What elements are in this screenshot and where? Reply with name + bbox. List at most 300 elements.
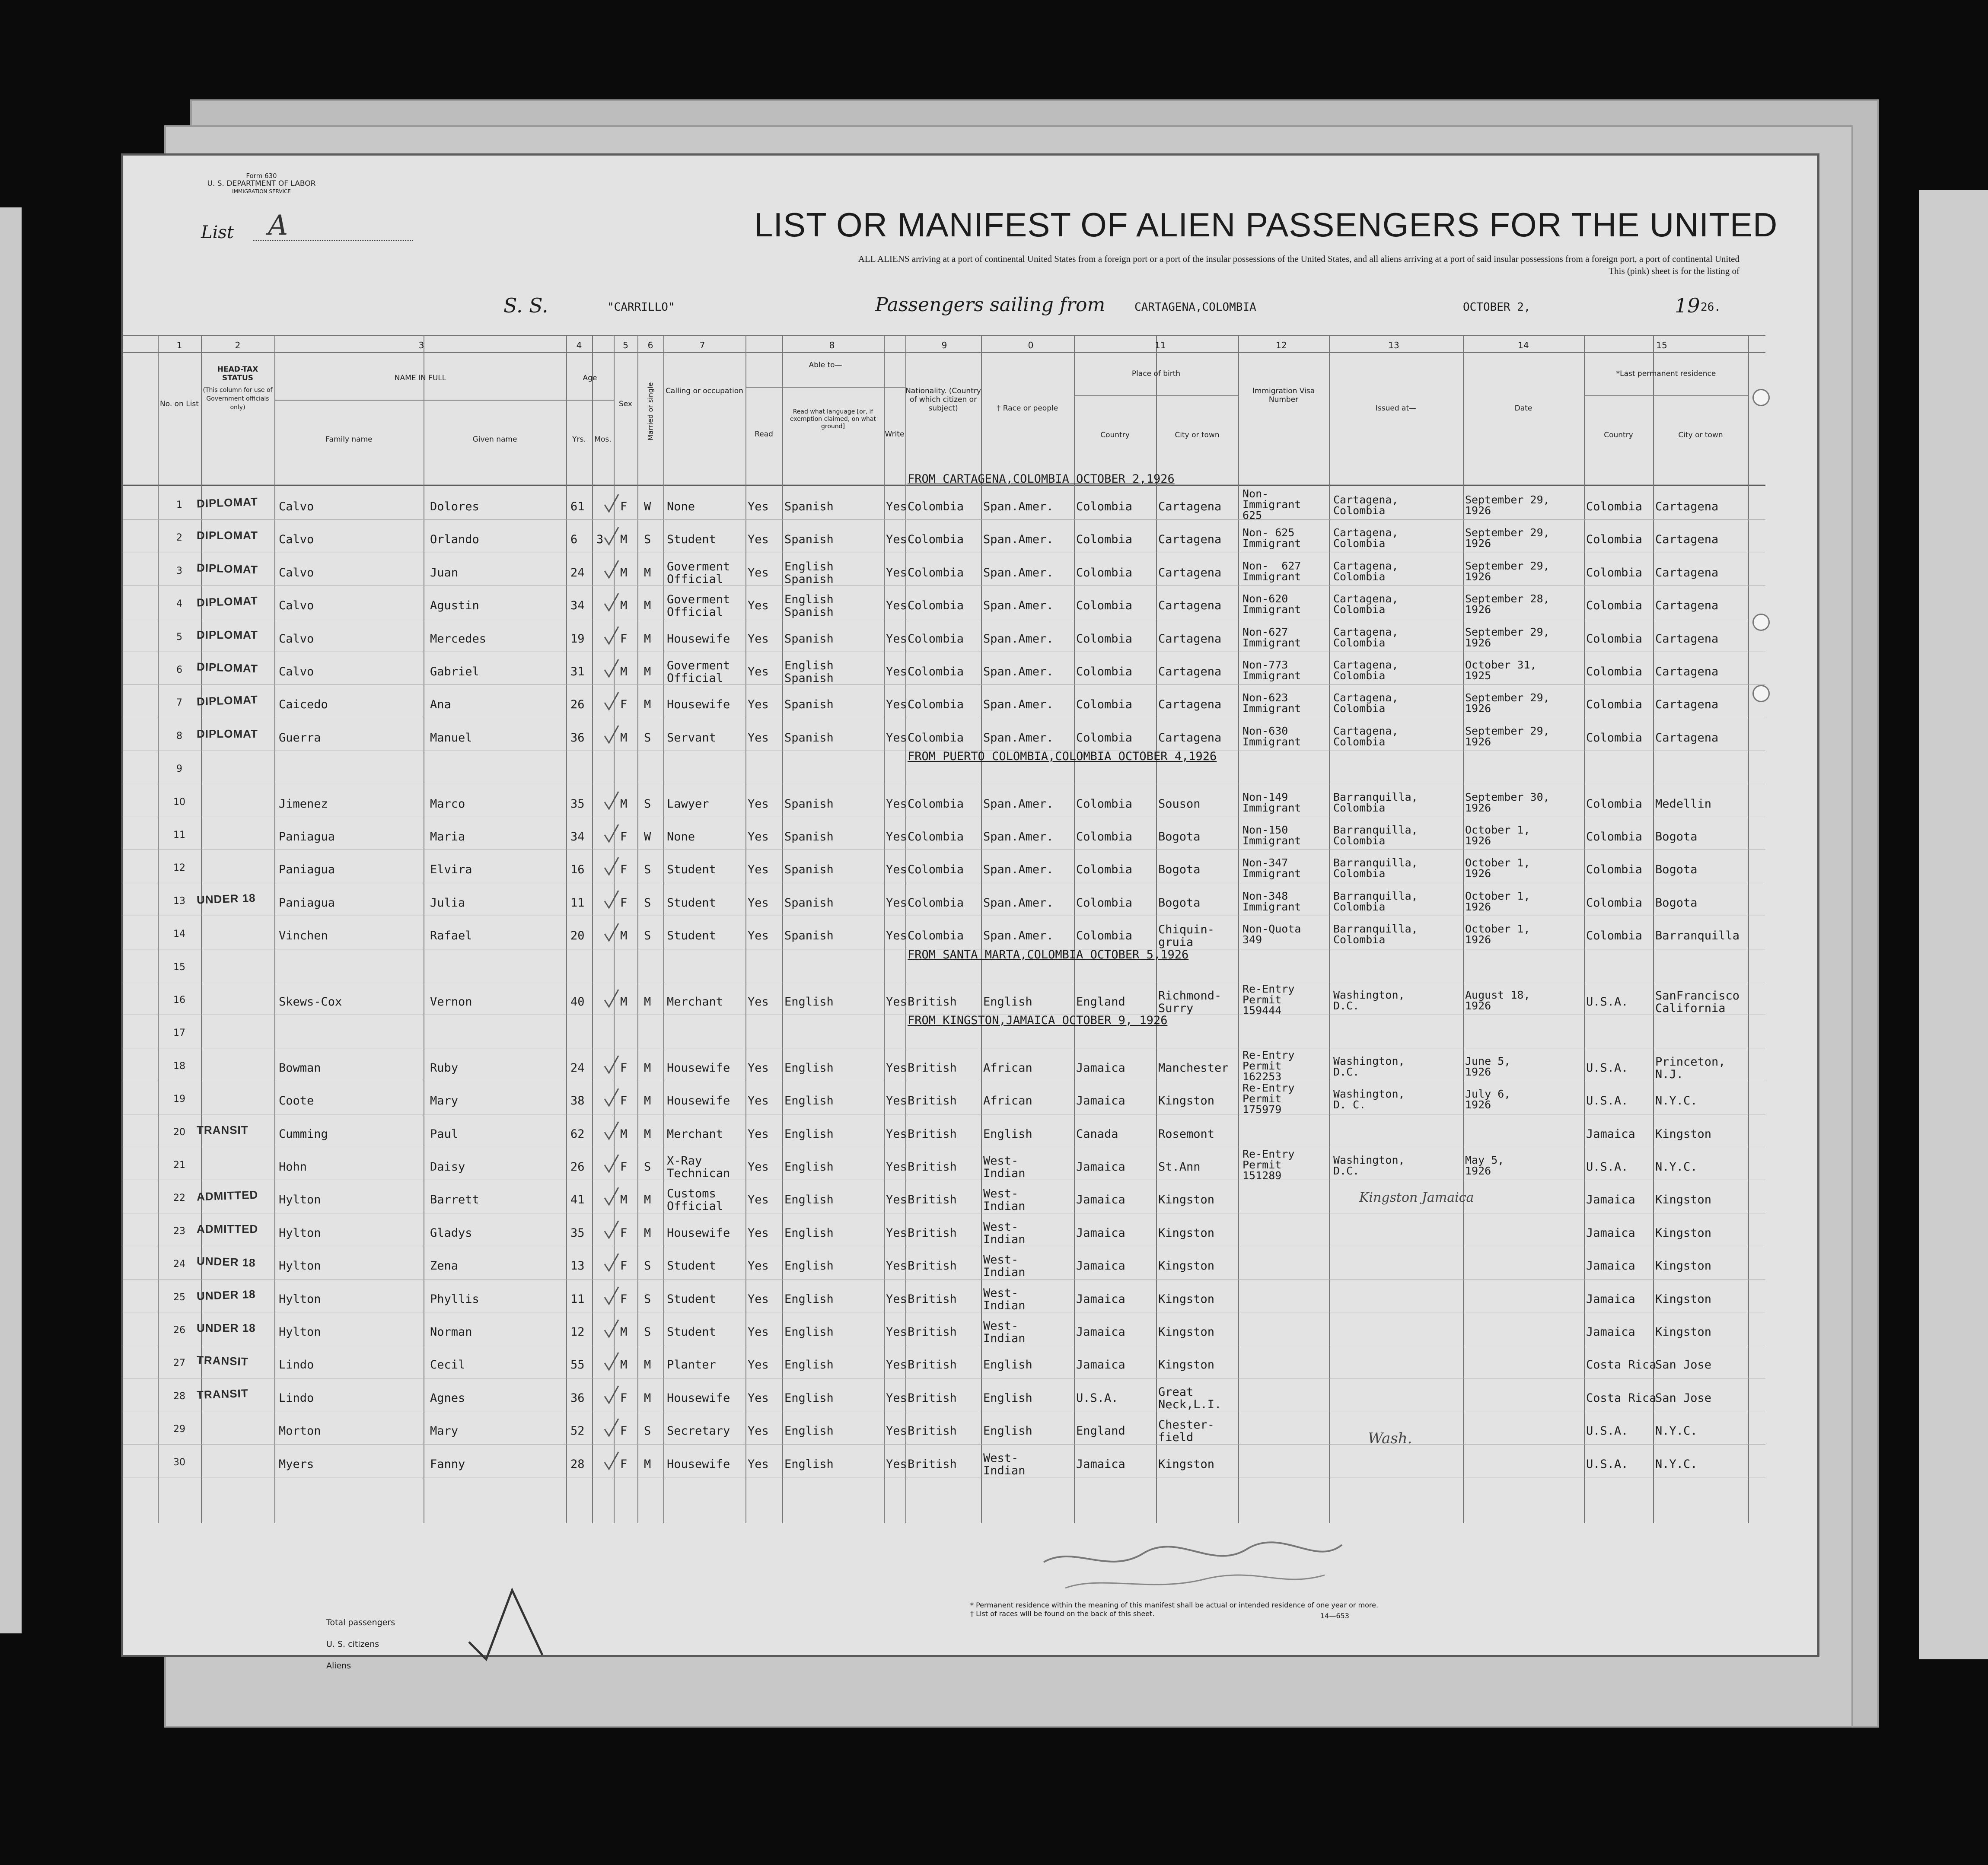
section-heading: FROM CARTAGENA,COLOMBIA OCTOBER 2,1926 bbox=[908, 472, 1175, 486]
table-row bbox=[123, 1016, 1817, 1049]
head-tax-stamp: TRANSIT bbox=[196, 1386, 249, 1401]
able-subrule bbox=[746, 387, 905, 388]
header-name-in-full: NAME IN FULL bbox=[394, 374, 446, 382]
residence-country: U.S.A. bbox=[1586, 995, 1628, 1009]
row-number: 7 bbox=[176, 697, 182, 709]
header-last-residence: *Last permanent residence bbox=[1616, 369, 1716, 378]
given-name: Maria bbox=[430, 830, 465, 843]
nationality: Colombia bbox=[908, 896, 964, 910]
birth-city: Rosemont bbox=[1158, 1127, 1215, 1141]
can-read: Yes bbox=[748, 1061, 769, 1075]
header-sex: Sex bbox=[618, 400, 632, 408]
age-years: 24 bbox=[570, 566, 585, 579]
family-name: Myers bbox=[279, 1457, 314, 1471]
age-years: 62 bbox=[570, 1127, 585, 1141]
nationality: British bbox=[908, 1160, 957, 1174]
family-name: Hohn bbox=[279, 1160, 307, 1174]
family-name: Jimenez bbox=[279, 797, 328, 811]
occupation: Lawyer bbox=[667, 797, 709, 811]
can-write: Yes bbox=[886, 599, 907, 613]
race: Span.Amer. bbox=[983, 830, 1054, 843]
read-language: English Spanish bbox=[784, 593, 834, 619]
birth-country: Colombia bbox=[1076, 797, 1133, 811]
sex: M bbox=[620, 1193, 628, 1207]
birth-city: Cartagena bbox=[1158, 566, 1222, 579]
given-name: Rafael bbox=[430, 929, 472, 943]
nationality: Colombia bbox=[908, 599, 964, 613]
row-number: 8 bbox=[176, 730, 182, 742]
read-language: Spanish bbox=[784, 533, 834, 547]
can-write: Yes bbox=[886, 1259, 907, 1273]
race: West- Indian bbox=[983, 1319, 1026, 1345]
table-row bbox=[123, 1413, 1817, 1448]
read-language: English Spanish bbox=[784, 560, 834, 586]
birth-city: Kingston bbox=[1158, 1226, 1215, 1240]
visa-number: Non-627 Immigrant bbox=[1242, 625, 1301, 649]
read-language: Spanish bbox=[784, 500, 834, 513]
age-years: 31 bbox=[570, 665, 585, 678]
given-name: Paul bbox=[430, 1127, 459, 1141]
race: African bbox=[983, 1061, 1032, 1075]
table-row bbox=[123, 1314, 1817, 1346]
residence-city: Cartagena bbox=[1655, 665, 1719, 678]
birth-country: Colombia bbox=[1076, 929, 1133, 943]
departure-date: OCTOBER 2, bbox=[1463, 301, 1531, 314]
can-write: Yes bbox=[886, 731, 907, 745]
age-months: 3 bbox=[596, 533, 604, 547]
read-language: English bbox=[784, 1226, 834, 1240]
read-language: English bbox=[784, 1259, 834, 1273]
check-mark-icon bbox=[603, 724, 620, 745]
issued-at: Cartagena, Colombia bbox=[1333, 526, 1399, 550]
occupation: None bbox=[667, 830, 695, 843]
header-calling: Calling or occupation bbox=[666, 387, 743, 395]
residence-city: Kingston bbox=[1655, 1292, 1712, 1306]
family-name: Guerra bbox=[279, 731, 321, 745]
family-name: Lindo bbox=[279, 1358, 314, 1372]
given-name: Mary bbox=[430, 1424, 459, 1438]
table-row bbox=[123, 521, 1817, 554]
residence-country: U.S.A. bbox=[1586, 1457, 1628, 1471]
check-mark-icon bbox=[603, 1351, 620, 1372]
residence-city: Kingston bbox=[1655, 1259, 1712, 1273]
sex: F bbox=[620, 1259, 628, 1273]
nationality: Colombia bbox=[908, 731, 964, 745]
form-code: 14—653 bbox=[1320, 1612, 1349, 1620]
marital-status: M bbox=[644, 1193, 651, 1207]
table-row bbox=[123, 885, 1817, 917]
birth-city: Richmond- Surry bbox=[1158, 989, 1222, 1015]
nationality: Colombia bbox=[908, 665, 964, 678]
marital-status: M bbox=[644, 1061, 651, 1075]
visa-number: Non-630 Immigrant bbox=[1242, 724, 1301, 748]
can-write: Yes bbox=[886, 632, 907, 646]
table-row bbox=[123, 917, 1817, 950]
nationality: British bbox=[908, 1457, 957, 1471]
header-read-what: Read what language [or, if exemption claimed, on what ground] bbox=[790, 408, 876, 430]
head-tax-stamp: TRANSIT bbox=[196, 1353, 249, 1369]
row-number: 11 bbox=[173, 830, 185, 840]
header-write: Write bbox=[885, 430, 905, 439]
occupation: Planter bbox=[667, 1358, 716, 1372]
race: English bbox=[983, 1424, 1032, 1438]
table-row bbox=[123, 1380, 1817, 1413]
residence-country: Colombia bbox=[1586, 500, 1643, 513]
family-name: Morton bbox=[279, 1424, 321, 1438]
marital-status: M bbox=[644, 566, 651, 579]
birth-country: England bbox=[1076, 1424, 1125, 1438]
marital-status: S bbox=[644, 1160, 651, 1174]
head-tax-stamp: ADMITTED bbox=[196, 1188, 258, 1203]
table-row bbox=[123, 1181, 1817, 1214]
sex: F bbox=[620, 1160, 628, 1174]
residence-city: Bogota bbox=[1655, 830, 1698, 843]
departure-port: CARTAGENA,COLOMBIA bbox=[1134, 301, 1256, 314]
can-write: Yes bbox=[886, 500, 907, 513]
can-read: Yes bbox=[748, 1424, 769, 1438]
birth-city: Kingston bbox=[1158, 1457, 1215, 1471]
check-mark-icon bbox=[603, 592, 620, 613]
column-number: 9 bbox=[941, 340, 947, 350]
table-row bbox=[123, 1248, 1817, 1280]
birth-country: Canada bbox=[1076, 1127, 1118, 1141]
can-read: Yes bbox=[748, 1292, 769, 1306]
list-value: A bbox=[268, 210, 288, 242]
age-subrule bbox=[566, 400, 614, 401]
total-passengers-label: Total passengers bbox=[326, 1618, 395, 1627]
row-number: 17 bbox=[173, 1028, 185, 1039]
manifest-sheet bbox=[121, 153, 1819, 1671]
family-name: Coote bbox=[279, 1094, 314, 1108]
can-read: Yes bbox=[748, 1325, 769, 1339]
residence-country: Costa Rica bbox=[1586, 1391, 1657, 1405]
header-mos: Mos. bbox=[594, 435, 612, 444]
read-language: English bbox=[784, 995, 834, 1009]
given-name: Gladys bbox=[430, 1226, 472, 1240]
nationality: British bbox=[908, 1259, 957, 1273]
check-mark-icon bbox=[603, 1087, 620, 1108]
birth-country: Colombia bbox=[1076, 698, 1133, 712]
column-number: 11 bbox=[1155, 340, 1166, 350]
race: West- Indian bbox=[983, 1187, 1026, 1213]
family-name: Calvo bbox=[279, 500, 314, 513]
nationality: Colombia bbox=[908, 500, 964, 513]
nationality: Colombia bbox=[908, 797, 964, 811]
birth-country: Jamaica bbox=[1076, 1226, 1125, 1240]
occupation: Housewife bbox=[667, 1226, 730, 1240]
given-name: Mercedes bbox=[430, 632, 487, 646]
issue-date: September 28, 1926 bbox=[1465, 592, 1550, 616]
race: West- Indian bbox=[983, 1451, 1026, 1477]
header-birth-city: City or town bbox=[1175, 431, 1220, 439]
age-years: 6 bbox=[570, 533, 578, 547]
birth-city: Kingston bbox=[1158, 1193, 1215, 1207]
given-name: Elvira bbox=[430, 863, 472, 877]
birth-country: Colombia bbox=[1076, 632, 1133, 646]
row-number: 27 bbox=[173, 1358, 185, 1369]
row-number: 28 bbox=[173, 1391, 185, 1402]
issued-at: Barranquilla, Colombia bbox=[1333, 923, 1418, 946]
race: English bbox=[983, 1127, 1032, 1141]
residence-country: U.S.A. bbox=[1586, 1160, 1628, 1174]
column-number: 1 bbox=[176, 340, 182, 350]
race: Span.Amer. bbox=[983, 896, 1054, 910]
issue-date: September 29, 1926 bbox=[1465, 691, 1550, 715]
nationality: Colombia bbox=[908, 566, 964, 579]
family-name: Hylton bbox=[279, 1325, 321, 1339]
age-years: 16 bbox=[570, 863, 585, 877]
residence-city: Bogota bbox=[1655, 863, 1698, 877]
marital-status: S bbox=[644, 533, 651, 547]
issued-at: Washington, D.C. bbox=[1333, 989, 1405, 1012]
punch-hole bbox=[1752, 685, 1770, 702]
handwritten-note: Wash. bbox=[1368, 1430, 1412, 1448]
age-years: 24 bbox=[570, 1061, 585, 1075]
read-language: English bbox=[784, 1358, 834, 1372]
read-language: Spanish bbox=[784, 863, 834, 877]
birth-country: Jamaica bbox=[1076, 1325, 1125, 1339]
check-mark-icon bbox=[603, 1054, 620, 1076]
visa-number: Non-773 Immigrant bbox=[1242, 659, 1301, 682]
birth-city: Kingston bbox=[1158, 1292, 1215, 1306]
read-language: Spanish bbox=[784, 731, 834, 745]
nationality: British bbox=[908, 1325, 957, 1339]
header-residence-city: City or town bbox=[1678, 431, 1723, 439]
ship-name: "CARRILLO" bbox=[607, 301, 675, 314]
residence-city: Cartagena bbox=[1655, 698, 1719, 712]
issue-date: July 6, 1926 bbox=[1465, 1088, 1511, 1111]
table-row bbox=[123, 1082, 1817, 1115]
can-read: Yes bbox=[748, 863, 769, 877]
occupation: Secretary bbox=[667, 1424, 730, 1438]
sex: F bbox=[620, 1424, 628, 1438]
family-name: Paniagua bbox=[279, 863, 335, 877]
inspector-signature bbox=[1039, 1536, 1351, 1601]
family-name: Cumming bbox=[279, 1127, 328, 1141]
birth-city: Bogota bbox=[1158, 863, 1201, 877]
residence-country: U.S.A. bbox=[1586, 1061, 1628, 1075]
age-years: 34 bbox=[570, 599, 585, 613]
can-write: Yes bbox=[886, 1193, 907, 1207]
head-tax-stamp: UNDER 18 bbox=[196, 1287, 256, 1302]
occupation: Merchant bbox=[667, 995, 723, 1009]
issued-at: Cartagena, Colombia bbox=[1333, 724, 1399, 748]
column-number: 13 bbox=[1388, 340, 1399, 350]
column-number: 12 bbox=[1276, 340, 1287, 350]
visa-number: Non-347 Immigrant bbox=[1242, 856, 1301, 880]
read-language: English bbox=[784, 1193, 834, 1207]
aliens-label: Aliens bbox=[326, 1661, 351, 1671]
family-name: Vinchen bbox=[279, 929, 328, 943]
age-years: 26 bbox=[570, 698, 585, 712]
sex: M bbox=[620, 1325, 628, 1339]
can-write: Yes bbox=[886, 1094, 907, 1108]
nationality: British bbox=[908, 1424, 957, 1438]
row-number: 16 bbox=[173, 995, 185, 1006]
can-read: Yes bbox=[748, 1457, 769, 1471]
birth-country: Colombia bbox=[1076, 533, 1133, 547]
marital-status: M bbox=[644, 698, 651, 712]
visa-number: Non-150 Immigrant bbox=[1242, 824, 1301, 847]
can-write: Yes bbox=[886, 698, 907, 712]
nationality: British bbox=[908, 995, 957, 1009]
sex: M bbox=[620, 731, 628, 745]
birth-country: Jamaica bbox=[1076, 1358, 1125, 1372]
check-mark-icon bbox=[603, 493, 620, 514]
row-number: 20 bbox=[173, 1127, 185, 1138]
head-tax-stamp: DIPLOMAT bbox=[196, 561, 258, 576]
visa-number: Non- Immigrant 625 bbox=[1242, 487, 1301, 522]
nationality: Colombia bbox=[908, 863, 964, 877]
birth-city: Cartagena bbox=[1158, 731, 1222, 745]
age-years: 20 bbox=[570, 929, 585, 943]
check-mark-icon bbox=[603, 525, 620, 547]
age-years: 52 bbox=[570, 1424, 585, 1438]
header-issued-at: Issued at— bbox=[1375, 404, 1417, 413]
age-years: 12 bbox=[570, 1325, 585, 1339]
residence-city: Princeton, N.J. bbox=[1655, 1055, 1726, 1081]
sex: M bbox=[620, 566, 628, 579]
read-language: Spanish bbox=[784, 929, 834, 943]
nationality: British bbox=[908, 1292, 957, 1306]
row-number: 3 bbox=[176, 565, 182, 576]
list-label: List bbox=[201, 223, 234, 242]
birth-country: Colombia bbox=[1076, 566, 1133, 579]
age-years: 11 bbox=[570, 1292, 585, 1306]
race: African bbox=[983, 1094, 1032, 1108]
sex: M bbox=[620, 995, 628, 1009]
head-tax-stamp: DIPLOMAT bbox=[196, 495, 258, 510]
occupation: Goverment Official bbox=[667, 593, 730, 619]
table-row bbox=[123, 851, 1817, 884]
read-language: Spanish bbox=[784, 896, 834, 910]
birth-country: Colombia bbox=[1076, 896, 1133, 910]
birth-city: Great Neck,L.I. bbox=[1158, 1385, 1222, 1411]
race: West- Indian bbox=[983, 1253, 1026, 1279]
visa-number: Non- 625 Immigrant bbox=[1242, 526, 1301, 550]
header-top-rule bbox=[123, 335, 1765, 336]
residence-country: Colombia bbox=[1586, 698, 1643, 712]
issued-at: Cartagena, Colombia bbox=[1333, 559, 1399, 583]
birth-city: Manchester bbox=[1158, 1061, 1229, 1075]
nationality: British bbox=[908, 1193, 957, 1207]
birth-city: Chester- field bbox=[1158, 1418, 1215, 1445]
can-read: Yes bbox=[748, 1358, 769, 1372]
can-write: Yes bbox=[886, 1457, 907, 1471]
row-number: 25 bbox=[173, 1292, 185, 1303]
table-row bbox=[123, 1215, 1817, 1248]
issue-date: June 5, 1926 bbox=[1465, 1054, 1511, 1078]
issue-date: October 1, 1926 bbox=[1465, 824, 1530, 847]
footnotes bbox=[970, 1601, 1532, 1618]
nationality: British bbox=[908, 1127, 957, 1141]
header-place-of-birth: Place of birth bbox=[1131, 369, 1181, 378]
residence-country: Colombia bbox=[1586, 731, 1643, 745]
given-name: Juan bbox=[430, 566, 459, 579]
can-read: Yes bbox=[748, 533, 769, 547]
residence-city: Cartagena bbox=[1655, 599, 1719, 613]
visa-number: Non-348 Immigrant bbox=[1242, 889, 1301, 913]
birth-subrule bbox=[1074, 395, 1238, 396]
can-write: Yes bbox=[886, 665, 907, 678]
occupation: Student bbox=[667, 929, 716, 943]
visa-number: Non-623 Immigrant bbox=[1242, 691, 1301, 715]
row-number: 15 bbox=[173, 961, 185, 973]
given-name: Manuel bbox=[430, 731, 472, 745]
given-name: Vernon bbox=[430, 995, 472, 1009]
given-name: Ana bbox=[430, 698, 451, 712]
header-head-tax-note: (This column for use of Government officials only) bbox=[203, 387, 273, 411]
marital-status: S bbox=[644, 1325, 651, 1339]
table-row bbox=[123, 653, 1817, 686]
read-language: Spanish bbox=[784, 797, 834, 811]
row-number: 29 bbox=[173, 1424, 185, 1435]
birth-city: Kingston bbox=[1158, 1325, 1215, 1339]
can-read: Yes bbox=[748, 665, 769, 678]
residence-city: San Jose bbox=[1655, 1358, 1712, 1372]
residence-city: Medellin bbox=[1655, 797, 1712, 811]
marital-status: M bbox=[644, 1127, 651, 1141]
row-number: 5 bbox=[176, 631, 182, 643]
row-number: 4 bbox=[176, 598, 182, 610]
residence-city: N.Y.C. bbox=[1655, 1457, 1698, 1471]
head-tax-stamp: TRANSIT bbox=[197, 1123, 248, 1136]
row-number: 2 bbox=[176, 532, 182, 544]
table-row bbox=[123, 587, 1817, 620]
marital-status: S bbox=[644, 731, 651, 745]
department-name: U. S. DEPARTMENT OF LABOR bbox=[207, 179, 316, 188]
check-mark-icon bbox=[603, 1153, 620, 1174]
check-mark-icon bbox=[603, 988, 620, 1009]
section-heading: FROM KINGSTON,JAMAICA OCTOBER 9, 1926 bbox=[908, 1014, 1168, 1028]
age-years: 41 bbox=[570, 1193, 585, 1207]
issued-at: Cartagena, Colombia bbox=[1333, 691, 1399, 715]
birth-city: Bogota bbox=[1158, 830, 1201, 843]
can-write: Yes bbox=[886, 1391, 907, 1405]
check-mark-icon bbox=[603, 1318, 620, 1340]
visa-number: Re-Entry Permit 159444 bbox=[1242, 983, 1295, 1017]
given-name: Zena bbox=[430, 1259, 459, 1273]
given-name: Julia bbox=[430, 896, 465, 910]
punch-hole bbox=[1752, 614, 1770, 631]
row-number: 21 bbox=[173, 1160, 185, 1171]
residence-country: Jamaica bbox=[1586, 1325, 1635, 1339]
table-row bbox=[123, 752, 1817, 785]
issue-date: September 30, 1926 bbox=[1465, 790, 1550, 814]
race: Span.Amer. bbox=[983, 500, 1054, 513]
race: Span.Amer. bbox=[983, 632, 1054, 646]
birth-country: Jamaica bbox=[1076, 1193, 1125, 1207]
residence-city: N.Y.C. bbox=[1655, 1160, 1698, 1174]
marital-status: M bbox=[644, 995, 651, 1009]
check-mark-icon bbox=[603, 1219, 620, 1241]
birth-city: Bogota bbox=[1158, 896, 1201, 910]
occupation: Customs Official bbox=[667, 1187, 723, 1213]
race: Span.Amer. bbox=[983, 533, 1054, 547]
can-read: Yes bbox=[748, 632, 769, 646]
can-write: Yes bbox=[886, 566, 907, 579]
table-row bbox=[123, 1346, 1817, 1379]
column-number: 3 bbox=[418, 340, 424, 350]
visa-number: Non-Quota 349 bbox=[1242, 923, 1301, 946]
header-number-rule bbox=[123, 352, 1765, 353]
issue-date: October 31, 1925 bbox=[1465, 659, 1537, 682]
row-rule bbox=[123, 519, 1765, 520]
residence-country: Costa Rica bbox=[1586, 1358, 1657, 1372]
can-read: Yes bbox=[748, 1193, 769, 1207]
column-number: 6 bbox=[647, 340, 653, 350]
birth-city: Cartagena bbox=[1158, 698, 1222, 712]
